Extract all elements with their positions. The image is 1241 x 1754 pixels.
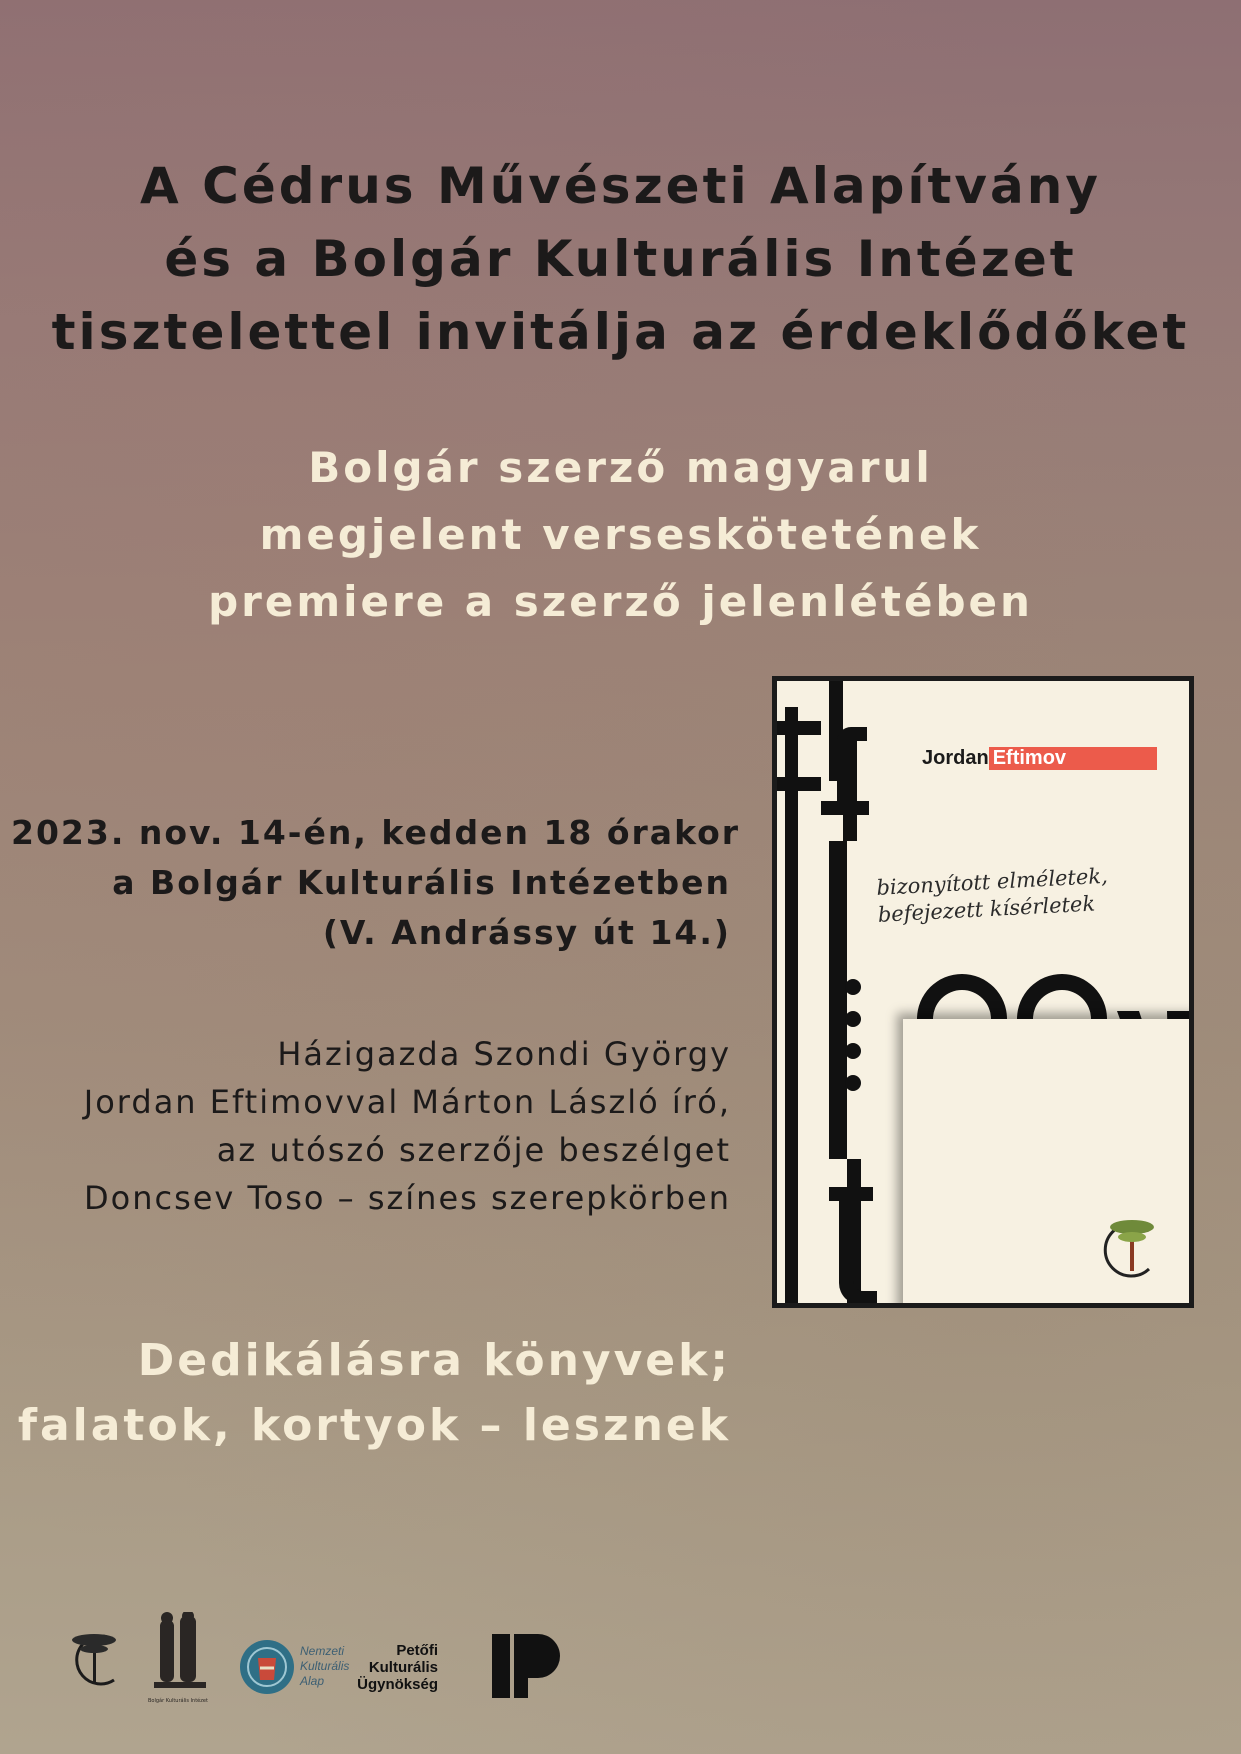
pku-text-line: Petőfi <box>396 1642 438 1659</box>
heading-line: és a Bolgár Kulturális Intézet <box>164 230 1077 288</box>
program-line: Jordan Eftimovval Márton László író, <box>83 1083 731 1121</box>
program-description <box>11 1030 731 1222</box>
pku-text-line: Ügynökség <box>357 1676 438 1693</box>
book-author-last: Eftimov <box>989 747 1157 770</box>
nka-text-line: Kulturális <box>300 1659 350 1673</box>
pku-paragraph-mark-icon <box>492 1634 562 1704</box>
closing-line: Dedikálásra könyvek; <box>137 1335 731 1386</box>
pku-text-line: Kulturális <box>368 1659 438 1676</box>
book-subtitle-line: bizonyított elméletek, <box>875 863 1109 900</box>
program-line: az utószó szerzője beszélget <box>216 1131 731 1169</box>
heading-line: A Cédrus Művészeti Alapítvány <box>140 157 1101 215</box>
pku-logo-text <box>278 1642 438 1693</box>
event-details <box>11 808 741 958</box>
closing-note <box>11 1328 731 1458</box>
bolgar-institute-statue-icon <box>150 1612 210 1696</box>
bolgar-logo-caption: Bolgár Kulturális Intézet <box>148 1698 208 1704</box>
subheading-line: megjelent verseskötetének <box>259 510 982 559</box>
book-author-first: Jordan <box>922 747 989 769</box>
book-cover <box>772 676 1194 1308</box>
event-subheading <box>0 434 1241 635</box>
nka-text-line: Nemzeti <box>300 1644 345 1658</box>
footer-logos <box>60 1612 580 1712</box>
book-subtitle-line: befejezett kísérletek <box>877 891 1096 927</box>
program-line: Házigazda Szondi György <box>277 1035 731 1073</box>
program-line: Doncsev Toso – színes szerepkörben <box>83 1179 731 1217</box>
closing-line: falatok, kortyok – lesznek <box>17 1400 731 1451</box>
nka-text-line: Alap <box>300 1674 325 1688</box>
cedrus-cover-logo-icon <box>1097 1211 1167 1281</box>
subheading-line: Bolgár szerző magyarul <box>308 443 933 492</box>
heading-line: tisztelettel invitálja az érdeklődőket <box>51 303 1190 361</box>
subheading-line: premiere a szerző jelenlétében <box>208 577 1033 626</box>
event-address: (V. Andrássy út 14.) <box>322 913 731 952</box>
book-cover-page <box>777 681 1189 1303</box>
invitation-heading <box>0 150 1241 369</box>
event-date-time: 2023. nov. 14-én, kedden 18 órakor <box>11 813 741 852</box>
book-author <box>922 747 1157 770</box>
event-venue: a Bolgár Kulturális Intézetben <box>112 863 731 902</box>
cedrus-logo-icon <box>64 1626 128 1690</box>
